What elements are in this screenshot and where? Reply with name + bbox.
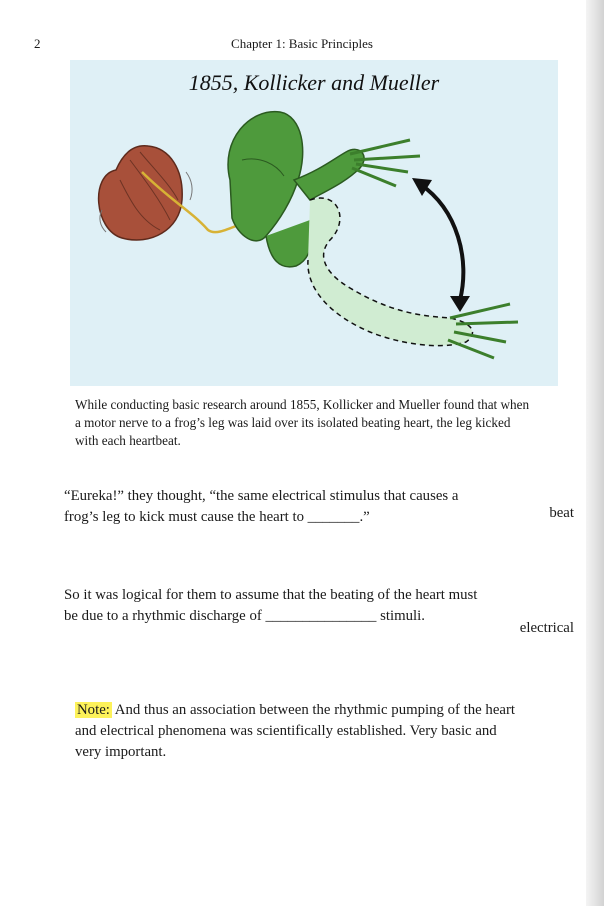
answer-beat: beat <box>549 505 574 521</box>
paragraph-eureka: “Eureka!” they thought, “the same electrical stimulus that causes a frog’s leg to kick must cause the heart to _______.” <box>64 488 459 525</box>
note-paragraph <box>75 700 515 763</box>
kicked-leg-outline <box>308 198 473 346</box>
note-label: Note: <box>77 702 110 718</box>
figure-caption: While conducting basic research around 1855, Kollicker and Mueller found that when a motor nerve to a frog’s leg was laid over its isolated beating heart, the leg kicked with each heartbeat. <box>75 397 530 448</box>
figure <box>70 60 558 386</box>
heart-illustration <box>99 146 193 240</box>
figure-illustration <box>70 60 558 386</box>
running-head: Chapter 1: Basic Principles <box>231 36 373 51</box>
paragraph-logical: So it was logical for them to assume that the beating of the heart must be due to a rhythmic discharge of _______________ stimuli. <box>64 587 478 624</box>
book-spine-shadow <box>586 0 604 906</box>
note-text: And thus an association between the rhythmic pumping of the heart and electrical phenomena was scientifically established. Very basic and very important. <box>75 702 515 760</box>
double-arrow-icon <box>412 178 470 312</box>
answer-electrical: electrical <box>519 620 574 636</box>
page-number: 2 <box>34 36 41 51</box>
figure-title: 1855, Kollicker and Mueller <box>188 70 440 95</box>
